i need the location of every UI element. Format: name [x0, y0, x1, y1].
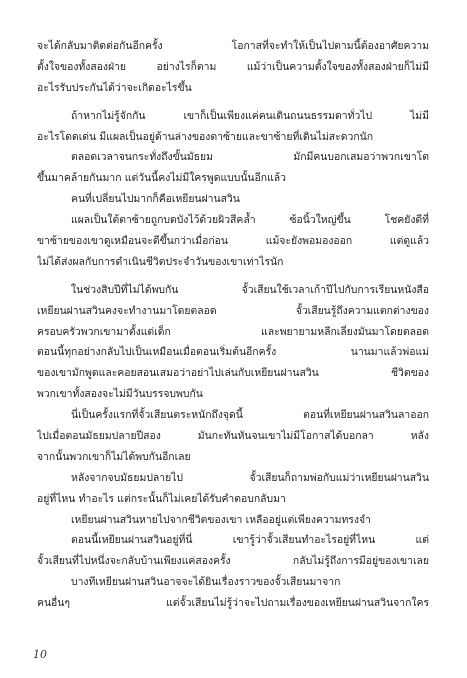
- text-line: แผลเป็นใต้ตาซ้ายถูกบดบังไว้ด้วยผิวสีคล้ำ ซ้อนิ้วใหญ่ขึ้น โชคยังดีที่: [71, 214, 429, 227]
- text-line: ถ้าหากไม่รู้จักกัน เขาก็เป็นเพียงแค่คนเดินถนนธรรมดาทั่วไป ไม่มี: [71, 109, 429, 122]
- text-line: นี่เป็นครั้งแรกที่จั้วเสียนตระหนักถึงจุดนี้ ตอนที่เหยียนฝานสวินลาออก: [71, 409, 429, 422]
- text-line: คนอื่นๆ แต่จั้วเสียนไม่รู้ว่าจะไปถามเรื่องของเหยียนฝานสวินจากใคร: [37, 597, 429, 610]
- text-line: เหยียนฝานสวินคงจะทำงานมาโดยตลอด จั้วเสียนรู้ถึงความแตกต่างของ: [37, 304, 429, 317]
- text-line: ขาซ้ายของเขาดูเหมือนจะดีขึ้นกว่าเมื่อก่อน แม้จะยังพอมองออก แต่ดูแล้ว: [37, 235, 429, 248]
- text-line: อะไรโดดเด่น มีแผลเป็นอยู่ด้านล่างของตาซ้ายและขาซ้ายที่เดินไม่สะดวกนัก: [37, 130, 374, 143]
- text-line: ในช่วงสิบปีที่ไม่ได้พบกัน จั้วเสียนใช้เวลาเก้าปีไปกับการเรียนหนังสือ: [71, 283, 429, 296]
- text-line: หลังจากจบมัธยมปลายไป จั้วเสียนก็ถามพ่อกับแม่ว่าเหยียนฝานสวิน: [71, 471, 429, 484]
- text-line: คนที่เปลี่ยนไปมากก็คือเหยียนฝานสวิน: [71, 193, 240, 206]
- text-line: ครอบครัวพวกเขามาตั้งแต่เด็ก และพยายามหลีกเลี่ยงมันมาโดยตลอด: [37, 325, 429, 338]
- body-text: [37, 36, 429, 614]
- text-line: จะได้กลับมาติดต่อกันอีกครั้ง โอกาสที่จะทำให้เป็นไปตามนี้ต้องอาศัยความ: [37, 40, 429, 52]
- text-line: เหยียนฝานสวินหายไปจากชีวิตของเขา เหลืออยู่แต่เพียงความทรงจำ: [71, 513, 371, 526]
- text-line: จากนั้นพวกเขาก็ไม่ได้พบกันอีกเลย: [37, 450, 191, 463]
- text-line: ของเขามักพูดและคอยสอนเสมอว่าอย่าไปเล่นกับเหยียนฝานสวิน ชีวิตของ: [37, 367, 429, 380]
- text-line: จั้วเสียนที่ไปหนึ่งจะกลับบ้านเพียงแค่สองครั้ง กลับไม่รู้ถึงการมีอยู่ของเขาเลย: [37, 555, 429, 568]
- text-line: บางทีเหยียนฝานสวินอาจจะได้ยินเรื่องราวของจั้วเสียนมาจาก: [71, 576, 341, 589]
- text-line: พวกเขาทั้งสองจะไม่มีวันบรรจบพบกัน: [37, 388, 203, 401]
- text-line: ตอนนี้ทุกอย่างกลับไปเป็นเหมือนเมื่อตอนเริ่มต้นอีกครั้ง นานมาแล้วพ่อแม่: [37, 346, 429, 359]
- text-line: ขึ้นมาคล้ายกันมาก แต่วันนี้คงไม่มีใครพูดแบบนั้นอีกแล้ว: [37, 172, 286, 185]
- text-line: ตอนนี้เหยียนฝานสวินอยู่ที่นี่ เขารู้ว่าจั้วเสียนทำอะไรอยู่ที่ไหน แต่: [71, 534, 429, 547]
- page-number: 10: [33, 648, 47, 661]
- text-line: ไม่ได้ส่งผลกับการดำเนินชีวิตประจำวันของเขาเท่าไรนัก: [37, 255, 284, 268]
- text-line: ตั้งใจของทั้งสองฝ่าย อย่างไรก็ตาม แม้ว่าเป็นความตั้งใจของทั้งสองฝ่ายก็ไม่มี: [37, 60, 429, 73]
- text-line: อะไรรับประกันได้ว่าจะเกิดอะไรขึ้น: [37, 81, 192, 94]
- text-line: ไปเมื่อตอนมัธยมปลายปีสอง มันกะทันหันจนเขาไม่มีโอกาสได้บอกลา หลัง: [37, 430, 429, 443]
- text-line: อยู่ที่ไหน ทำอะไร แต่กระนั้นก็ไม่เคยได้รับคำตอบกลับมา: [37, 492, 286, 505]
- text-line: ตลอดเวลาจนกระทั่งถึงขั้นมัธยม มักมีคนบอกเสมอว่าพวกเขาโต: [71, 151, 429, 164]
